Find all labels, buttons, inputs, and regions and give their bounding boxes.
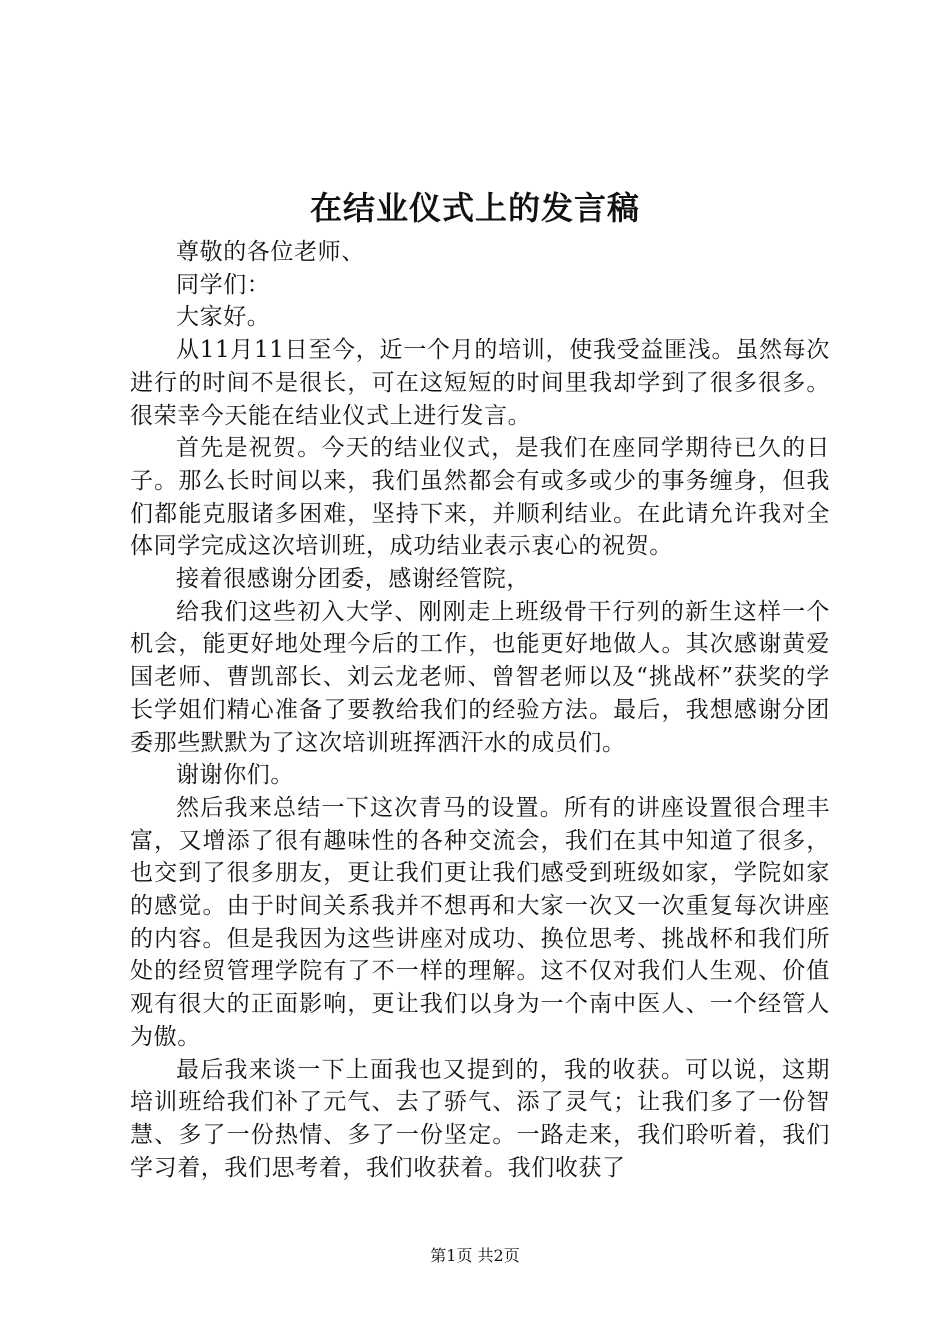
document-title: 在结业仪式上的发言稿	[309, 189, 640, 227]
paragraph-intro: 从11月11日至今，近一个月的培训，使我受益匪浅。虽然每次进行的时间不是很长，可在这短短的时间里我却学到了很多很多。很荣幸今天能在结业仪式上进行发言。	[130, 337, 830, 429]
paragraph-thanks-intro: 接着很感谢分团委，感谢经管院，	[176, 566, 530, 593]
paragraph-salutation-1: 尊敬的各位老师、	[176, 239, 365, 265]
page-footer: 第1页 共2页	[430, 1246, 520, 1265]
paragraph-gains: 最后我来谈一下上面我也又提到的，我的收获。可以说，这期培训班给我们补了元气、去了骄气、添了灵气；让我们多了一份智慧、多了一份热情、多了一份坚定。一路走来，我们聆听着，我们学习着，我们思考着，我们收获着。我们收获了	[130, 1056, 830, 1181]
paragraph-greeting: 大家好。	[176, 304, 271, 331]
document-body	[130, 236, 830, 1184]
paragraph-congratulations: 首先是祝贺。今天的结业仪式，是我们在座同学期待已久的日子。那么长时间以来，我们虽然都会有或多或少的事务缠身，但我们都能克服诸多困难，坚持下来，并顺利结业。在此请允许我对全体同学完成这次培训班，成功结业表示衷心的祝贺。	[130, 435, 830, 560]
paragraph-thank-you: 谢谢你们。	[176, 762, 294, 789]
paragraph-thanks-details: 给我们这些初入大学、刚刚走上班级骨干行列的新生这样一个机会，能更好地处理今后的工作，也能更好地做人。其次感谢黄爱国老师、曹凯部长、刘云龙老师、曾智老师以及“挑战杯”获奖的学长学姐们精心准备了要教给我们的经验方法。最后，我想感谢分团委那些默默为了这次培训班挥洒汗水的成员们。	[130, 598, 830, 756]
paragraph-salutation-2: 同学们：	[176, 271, 271, 298]
paragraph-summary: 然后我来总结一下这次青马的设置。所有的讲座设置很合理丰富，又增添了很有趣味性的各种交流会，我们在其中知道了很多，也交到了很多朋友，更让我们更让我们感受到班级如家，学院如家的感觉。由于时间关系我并不想再和大家一次又一次重复每次讲座的内容。但是我因为这些讲座对成功、换位思考、挑战杯和我们所处的经贸管理学院有了不一样的理解。这不仅对我们人生观、价值观有很大的正面影响，更让我们以身为一个南中医人、一个经管人为傲。	[130, 794, 830, 1050]
